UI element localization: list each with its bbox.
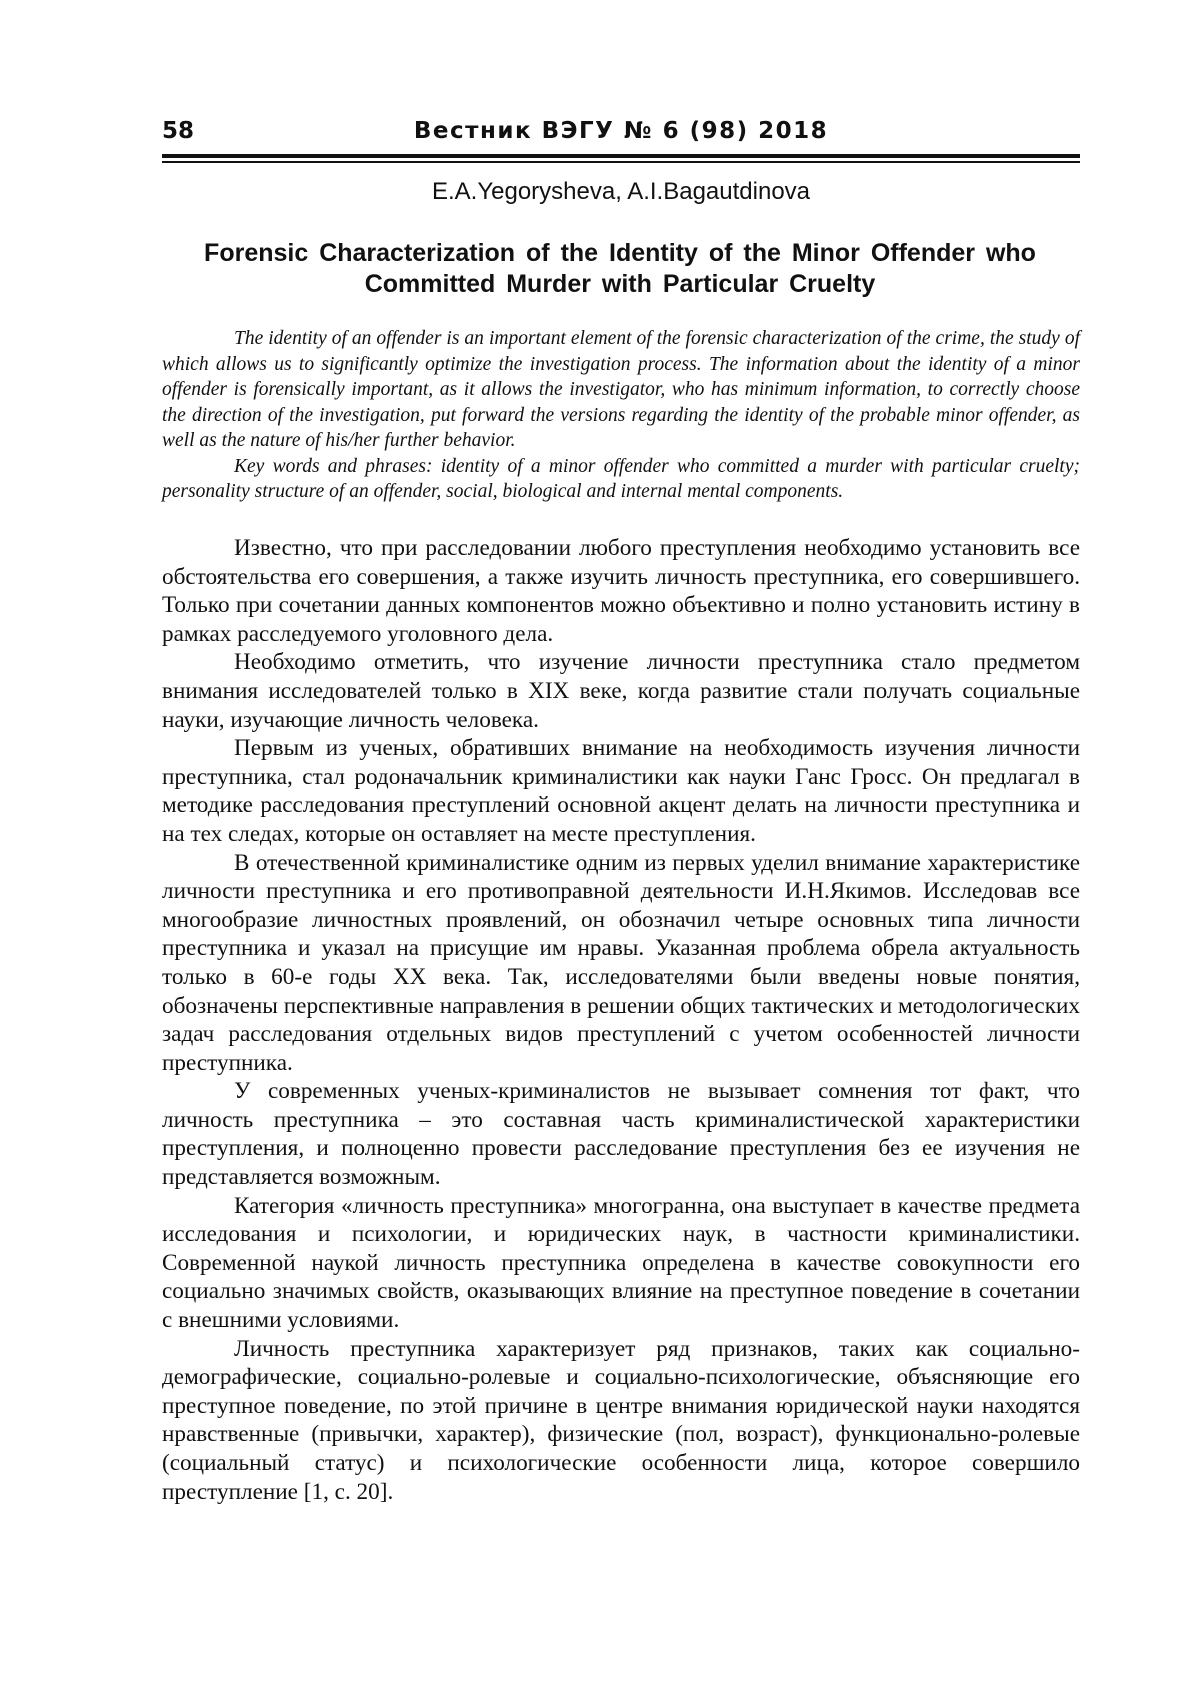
- body-paragraph-7: Личность преступника характеризует ряд признаков, таких как социально-демографические, социально-ролевые и социально-психологические, объясняющие его преступное поведение, по этой причине в центре внимания юридической науки находятся нравственные (привычки, характер), физические (пол, возраст), функционально-ролевые (социальный статус) и психологические особенности лица, которое совершило преступление [1, с. 20].: [162, 1335, 1080, 1505]
- article-body: [162, 534, 1080, 1506]
- journal-title: Вестник ВЭГУ № 6 (98) 2018: [413, 118, 829, 144]
- body-paragraph-2: Необходимо отметить, что изучение личности преступника стало предметом внимания исследователей только в XIX веке, когда развитие стали получать социальные науки, изучающие личность человека.: [162, 649, 1080, 733]
- keywords: Key words and phrases: identity of a minor offender who committed a murder with particular cruelty; personality structure of an offender, social, biological and internal mental components.: [162, 455, 1080, 502]
- body-paragraph-6: Категория «личность преступника» многогранна, она выступает в качестве предмета исследования и психологии, и юридических наук, в частности криминалистики. Современной наукой личность преступника определена в качестве совокупности его социально значимых свойств, оказывающих влияние на преступное поведение в сочетании с внешними условиями.: [162, 1192, 1080, 1334]
- body-paragraph-3: Первым из ученых, обративших внимание на необходимость изучения личности преступника, стал родоначальник криминалистики как науки Ганс Гросс. Он предлагал в методике расследования преступлений основной акцент делать на личности преступника и на тех следах, которые он оставляет на месте преступления.: [162, 735, 1080, 847]
- abstract: [162, 326, 1080, 505]
- article-authors: E.A.Yegorysheva, A.I.Bagautdinova: [431, 178, 811, 205]
- abstract-text: The identity of an offender is an important element of the forensic characterization of the crime, the study of which allows us to significantly optimize the investigation process. The information about the identity of a minor offender is forensically important, as it allows the investigator, who has minimum information, to correctly choose the direction of the investigation, put forward the versions regarding the identity of the probable minor offender, as well as the nature of his/her further behavior.: [162, 328, 1080, 451]
- header-rule-thin: [162, 161, 1080, 163]
- page-number: 58: [162, 118, 195, 144]
- header-rule-thick: [162, 154, 1080, 158]
- article-title: Forensic Characterization of the Identity of the Minor Offender who Committed Murder with Particular Cruelty: [204, 239, 1036, 298]
- body-paragraph-5: У современных ученых-криминалистов не вызывает сомнения тот факт, что личность преступника – это составная часть криминалистической характеристики преступления, и полноценно провести расследование преступления без ее изучения не представляется возможным.: [162, 1078, 1080, 1191]
- running-head: [162, 118, 1080, 152]
- body-paragraph-4: В отечественной криминалистике одним из первых уделил внимание характеристике личности преступника и его противоправной деятельности И.Н.Якимов. Исследовав все многообразие личностных проявлений, он обозначил четыре основных типа личности преступника и указал на присущие им нравы. Указанная проблема обрела актуальность только в 60-е годы XX века. Так, исследователями были введены новые понятия, обозначены перспективные направления в решении общих тактических и методологических задач расследования отдельных видов преступлений с учетом особенностей личности преступника.: [162, 849, 1080, 1076]
- body-paragraph-1: Известно, что при расследовании любого преступления необходимо установить все обстоятельства его совершения, а также изучить личность преступника, его совершившего. Только при сочетании данных компонентов можно объективно и полно установить истину в рамках расследуемого уголовного дела.: [162, 535, 1080, 647]
